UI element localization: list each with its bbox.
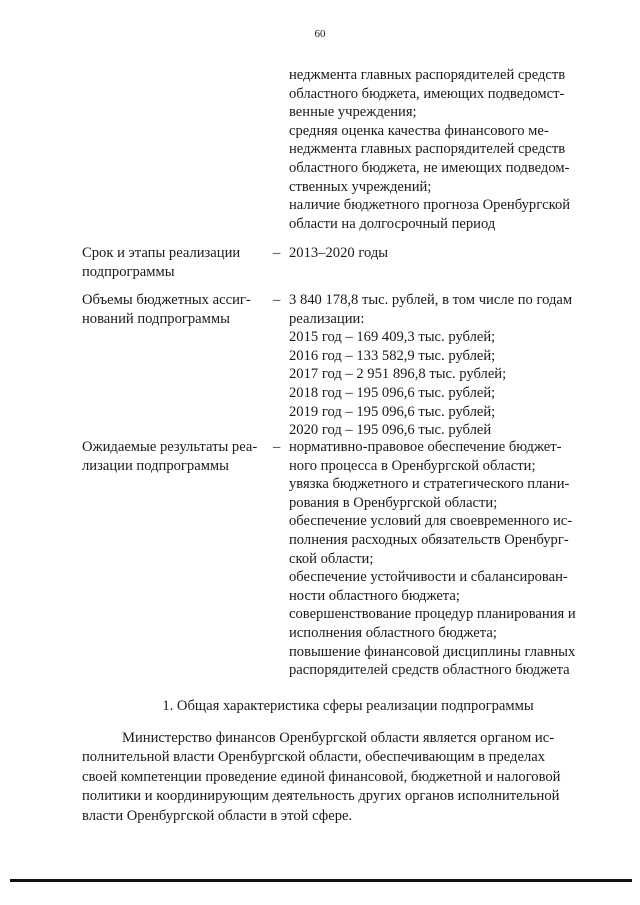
row-dash: – [273,245,281,261]
value-line: 2016 год – 133 582,9 тыс. рублей; [289,347,496,364]
label-line: Объемы бюджетных ассиг- [82,292,251,308]
label-line: подпрограммы [82,263,175,280]
label-line: Ожидаемые результаты реа- [82,439,258,455]
value-line: нормативно-правовое обеспечение бюджет- [289,439,562,455]
value-line: обеспечение условий для своевременного ис- [289,513,573,530]
value-line: обеспечение устойчивости и сбалансирован- [289,569,568,586]
row-value [289,244,585,263]
row-value [289,291,585,440]
value-line: ской области; [289,550,374,567]
row-value [289,438,585,680]
value-line: распорядителей средств областного бюджета [289,662,570,679]
value-line: 2013–2020 годы [289,245,389,261]
text-line: области на долгосрочный период [289,215,496,232]
text-line: неджмента главных распорядителей средств [289,67,566,83]
value-line: ного процесса в Оренбургской области; [289,457,536,474]
value-line: 3 840 178,8 тыс. рублей, в том числе по годам [289,292,573,308]
value-line: полнения расходных обязательств Оренбург- [289,531,569,548]
bottom-scan-edge [10,879,632,882]
value-line: увязка бюджетного и стратегического плани- [289,476,570,493]
text-line: областного бюджета, имеющих подведомст- [289,85,565,102]
body-paragraph [82,729,586,826]
continued-indicators-text [289,66,585,233]
text-line: венные учреждения; [289,104,417,121]
value-line: исполнения областного бюджета; [289,624,497,641]
text-line: средняя оценка качества финансового ме- [289,122,549,139]
text-line: наличие бюджетного прогноза Оренбургской [289,197,571,214]
page-number: 60 [314,28,326,40]
paragraph-line: власти Оренбургской области в этой сфере. [82,807,353,824]
paragraph-line: Министерство финансов Оренбургской области является органом ис- [122,730,555,746]
text-line: неджмента главных распорядителей средств [289,141,566,158]
text-line: областного бюджета, не имеющих подведом- [289,159,570,176]
row-label [82,291,270,328]
value-line: повышение финансовой дисциплины главных [289,643,576,660]
paragraph-line: политики и координирующим деятельность других органов исполнительной [82,788,560,805]
paragraph-line: полнительной власти Оренбургской области, обеспечивающим в пределах [82,749,546,766]
value-line: реализации: [289,310,365,327]
row-dash: – [273,439,281,455]
label-line: нований подпрограммы [82,310,230,327]
value-line: 2020 год – 195 096,6 тыс. рублей [289,422,492,439]
section-title: 1. Общая характеристика сферы реализации подпрограммы [162,698,534,714]
label-line: лизации подпрограммы [82,457,229,474]
text-line: ственных учреждений; [289,178,432,195]
row-dash: – [273,292,281,308]
row-label [82,438,270,475]
row-label [82,244,270,281]
paragraph-line: своей компетенции проведение единой финансовой, бюджетной и налоговой [82,768,561,785]
label-line: Срок и этапы реализации [82,245,241,261]
value-line: рования в Оренбургской области; [289,494,498,511]
value-line: 2015 год – 169 409,3 тыс. рублей; [289,329,496,346]
value-line: ности областного бюджета; [289,587,460,604]
value-line: 2019 год – 195 096,6 тыс. рублей; [289,403,496,420]
value-line: 2018 год – 195 096,6 тыс. рублей; [289,384,496,401]
value-line: совершенствование процедур планирования и [289,606,576,623]
value-line: 2017 год – 2 951 896,8 тыс. рублей; [289,366,507,383]
